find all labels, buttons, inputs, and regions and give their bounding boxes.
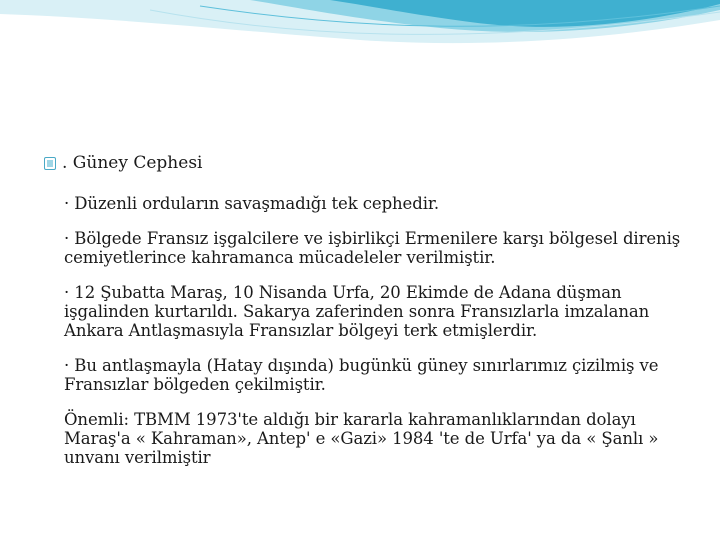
paragraph-1: · Düzenli orduların savaşmadığı tek cephedir. [64, 194, 439, 213]
paragraph-note: Önemli: TBMM 1973'te aldığı bir kararla kahramanlıklarından dolayı Maraş'a « Kahraman», Antep' e «Gazi» 1984 'te de Urfa' ya da « Şanlı » unvanı verilmiştir [64, 410, 659, 467]
paragraph-3: · 12 Şubatta Maraş, 10 Nisanda Urfa, 20 Ekimde de Adana düşman işgalinden kurtarıldı. Sakarya zaferinden sonra Fransızlarla imzalanan Ankara Antlaşmasıyla Fransızlar bölgeyi terk etmişlerdir. [64, 283, 650, 340]
box-icon [44, 157, 56, 170]
paragraph-4: · Bu antlaşmayla (Hatay dışında) bugünkü güney sınırlarımız çizilmiş ve Fransızlar bölgeden çekilmiştir. [64, 356, 659, 394]
slide-content [44, 152, 684, 483]
header-wave-decoration [0, 0, 720, 70]
heading-text: . Güney Cephesi [62, 153, 203, 173]
paragraph-2: · Bölgede Fransız işgalcilere ve işbirlikçi Ermenilere karşı bölgesel direniş cemiyetlerince kahramanca mücadeleler verilmiştir. [64, 229, 681, 267]
section-heading [44, 152, 684, 174]
